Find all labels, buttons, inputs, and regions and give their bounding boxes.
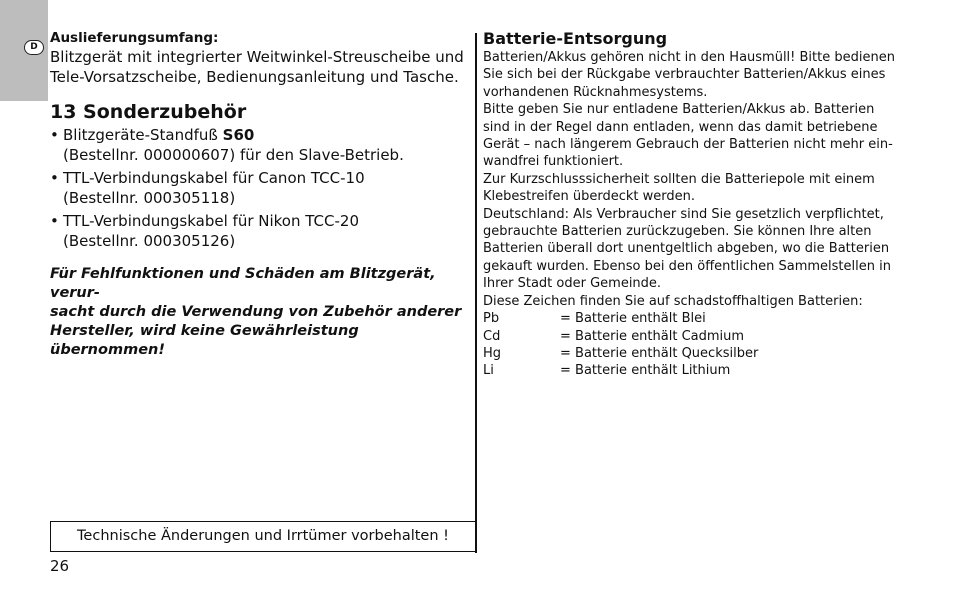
disposal-line: Bitte geben Sie nur entladene Batterien/Akkus ab. Batterien — [483, 102, 875, 118]
battery-symbol-row — [483, 362, 903, 379]
warning-line: Für Fehlfunktionen und Schäden am Blitzgerät, verur- — [50, 266, 436, 301]
battery-symbol-row — [483, 310, 903, 327]
footer-note: Technische Änderungen und Irrtümer vorbehalten ! — [50, 521, 476, 552]
disposal-line: gebrauchte Batterien zurückzugeben. Sie können Ihre alten — [483, 224, 872, 240]
scope-line: Tele-Vorsatzscheibe, Bedienungsanleitung und Tasche. — [50, 68, 459, 86]
battery-symbol: Li — [483, 363, 494, 379]
disposal-line: Gerät – nach längerem Gebrauch der Batterien nicht mehr ein- — [483, 137, 893, 153]
warning-line: Hersteller, wird keine Gewährleistung übernommen! — [50, 323, 359, 358]
bullet-icon: • — [50, 126, 59, 144]
battery-disposal-heading: Batterie-Entsorgung — [483, 29, 668, 48]
battery-symbol-row — [483, 328, 903, 345]
disposal-line: wandfrei funktioniert. — [483, 154, 624, 170]
accessory-item — [50, 168, 470, 208]
page-number: 26 — [50, 557, 70, 575]
disposal-line: Zur Kurzschlusssicherheit sollten die Batteriepole mit einem — [483, 171, 875, 187]
scope-line: Blitzgerät mit integrierter Weitwinkel-Streuscheibe und — [50, 48, 464, 66]
disposal-line: Diese Zeichen finden Sie auf schadstoffhaltigen Batterien: — [483, 293, 863, 309]
battery-symbol-row — [483, 345, 903, 362]
disposal-line: vorhandenen Rücknahmesystems. — [483, 84, 708, 100]
accessory-name: Blitzgeräte-Standfuß — [63, 126, 223, 144]
left-column — [50, 30, 470, 360]
disposal-line: Ihrer Stadt oder Gemeinde. — [483, 276, 662, 292]
disposal-line: Sie sich bei der Rückgabe verbrauchter Batterien/Akkus eines — [483, 67, 886, 83]
battery-symbol-meaning: = Batterie enthält Quecksilber — [560, 345, 759, 361]
accessory-name: TTL-Verbindungskabel für Canon TCC-10 — [63, 169, 365, 187]
disposal-line: Deutschland: Als Verbraucher sind Sie gesetzlich verpflichtet, — [483, 206, 884, 222]
battery-symbol-meaning: = Batterie enthält Lithium — [560, 363, 731, 379]
disposal-line: Batterien/Akkus gehören nicht in den Hausmüll! Bitte bedienen — [483, 50, 895, 65]
accessory-order-number: (Bestellnr. 000305126) — [63, 232, 236, 250]
disposal-line: gekauft wurden. Ebenso bei den öffentlichen Sammelstellen in — [483, 258, 891, 274]
bullet-icon: • — [50, 212, 59, 230]
accessory-name: TTL-Verbindungskabel für Nikon TCC-20 — [63, 212, 359, 230]
section-title: 13 Sonderzubehör — [50, 101, 247, 123]
battery-symbol: Hg — [483, 345, 502, 361]
bullet-icon: • — [50, 169, 59, 187]
column-divider — [475, 33, 477, 553]
scope-heading: Auslieferungsumfang: — [50, 30, 219, 46]
side-tab — [0, 0, 48, 101]
accessory-item — [50, 211, 470, 251]
warning-line: sacht durch die Verwendung von Zubehör anderer — [50, 304, 462, 320]
accessory-item — [50, 125, 470, 165]
battery-symbol: Cd — [483, 328, 501, 344]
battery-symbol: Pb — [483, 311, 500, 327]
accessory-order-number: (Bestellnr. 000000607) für den Slave-Betrieb. — [63, 146, 404, 164]
accessory-model: S60 — [222, 126, 255, 144]
battery-symbol-meaning: = Batterie enthält Cadmium — [560, 328, 745, 344]
disposal-line: Batterien überall dort unentgeltlich abgeben, wo die Batterien — [483, 241, 890, 257]
warranty-warning — [50, 265, 470, 360]
language-badge: D — [24, 40, 44, 55]
right-column — [483, 29, 903, 380]
accessory-order-number: (Bestellnr. 000305118) — [63, 189, 236, 207]
disposal-line: Klebestreifen überdeckt werden. — [483, 189, 695, 205]
battery-symbol-meaning: = Batterie enthält Blei — [560, 311, 706, 327]
disposal-line: sind in der Regel dann entladen, wenn das damit betriebene — [483, 119, 878, 135]
